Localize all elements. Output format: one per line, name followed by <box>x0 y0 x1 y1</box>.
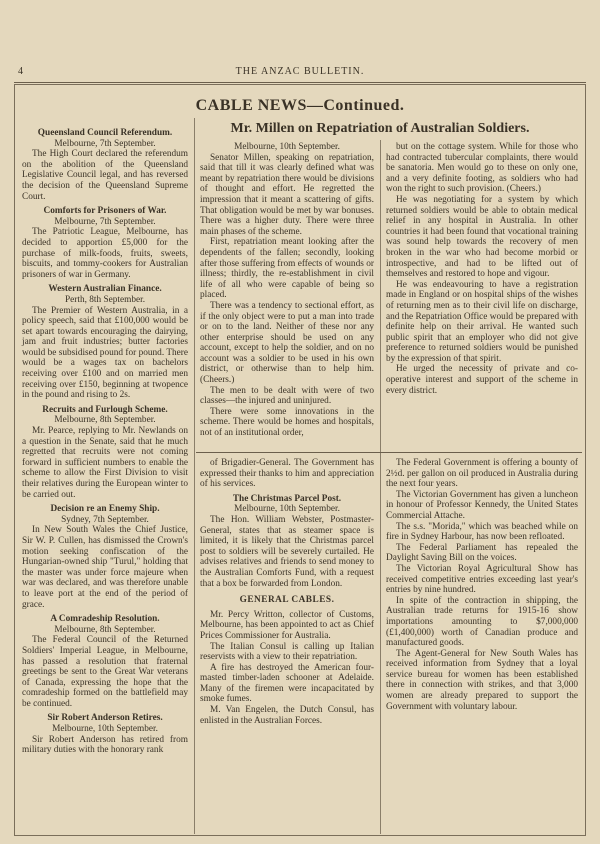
dateline: Melbourne, 8th September. <box>54 624 156 635</box>
dateline: Perth, 8th September. <box>64 294 146 305</box>
column-1 <box>22 124 188 756</box>
column-rule-2 <box>380 140 381 834</box>
paragraph: The Hon. William Webster, Postmaster-General, states that as steamer space is limited, it is likely that the Christmas parcel post to soldiers will be severely curtailed. He advises relatives and friends to send money to the Australian Comforts Fund, with a request that a box be forwarded from London. <box>200 514 374 589</box>
paragraph: There was a tendency to sectional effort, as if the only object were to put a man into trade or on to the land. Neither of these nor any other enterprise should be used on any account, except to help the soldier, and on no account was a soldier to be used in his own district, or otherwise than to help him. (Cheers.) <box>200 300 374 386</box>
column-rule-1 <box>194 118 195 834</box>
article-heading: The Christmas Parcel Post. <box>232 493 342 504</box>
page-number: 4 <box>18 66 23 77</box>
paragraph: The High Court declared the referendum on the abolition of the Queensland Legislative Council legal, and has reversed the decision of the Queensland Supreme Court. <box>22 149 188 202</box>
column-2-top <box>200 142 374 439</box>
paragraph: The s.s. "Morida," which was beached while on fire in Sydney Harbour, has now been refloated. <box>386 521 578 543</box>
paragraph: The Victorian Government has given a luncheon in honour of Professor Kennedy, the United States Commercial Attache. <box>386 489 578 521</box>
paragraph: The Agent-General for New South Wales has received information from Sydney that a loyal service bureau for women has been established there in connection with strikes, and that 3,000 women are already prepared to support the Government with voluntary labour. <box>386 648 578 712</box>
dateline: Sydney, 7th September. <box>61 514 149 525</box>
paragraph: He was negotiating for a system by which returned soldiers would be able to obtain medical relief in any hospital in Australia. In other countries it had been found that vocational training was sound help towards the recovery of men broken in the war who had become morbid or introspective, and had to be lifted out of themselves and restored to hope and vigour. <box>386 194 578 280</box>
paragraph: The Patriotic League, Melbourne, has decided to apportion £5,000 for the purchase of milk-foods, fruits, sweets, biscuits, and tommy-cookers for Australian prisoners of war in Germany. <box>22 227 188 280</box>
column-2-bottom <box>200 458 374 726</box>
paragraph: but on the cottage system. While for those who had contracted tubercular complaints, there would be sanatoria. Men would go to these on only one, and a very definite footing, as soldiers who had won the right to such provision. (Cheers.) <box>386 142 578 195</box>
paragraph: The men to be dealt with were of two classes—the injured and uninjured. <box>200 385 374 407</box>
paragraph: Mr. Pearce, replying to Mr. Newlands on a question in the Senate, said that he much regretted that recruits were not coming forward in sufficient numbers to enable the scheme to allow the First Division to visit their relatives during the European winter to be carried out. <box>22 426 188 500</box>
dateline: Melbourne, 7th September. <box>54 138 156 149</box>
column-3-bottom <box>386 458 578 712</box>
mid-rule <box>196 452 582 453</box>
paragraph: The Premier of Western Australia, in a policy speech, said that £100,000 would be set apart towards encouraging the dairying, jam and fruit industries; butter factories would be subsidised pound for pound. There would be a wages tax on bachelors receiving over £100 and on married men receiving over £150, beginning at twopence in the pound and rising to 2s. <box>22 305 188 401</box>
paragraph: of Brigadier-General. The Government has expressed their thanks to him and appreciation of his services. <box>200 458 374 490</box>
dateline: Melbourne, 10th September. <box>52 724 158 735</box>
article-heading: Decision re an Enemy Ship. <box>50 504 160 515</box>
paragraph: In spite of the contraction in shipping, the Australian trade returns for 1915-16 show importations amounting to $7,000,000 (£1,400,000) worth of Canadian produce and manufactured goods. <box>386 595 578 649</box>
article-heading: Western Australian Finance. <box>48 284 162 295</box>
article-heading: Sir Robert Anderson Retires. <box>47 713 163 724</box>
page-header <box>14 64 586 80</box>
article-heading: Queensland Council Referendum. <box>37 128 173 138</box>
dateline: Melbourne, 7th September. <box>54 216 156 227</box>
paragraph: The Federal Parliament has repealed the Daylight Saving Bill on the voices. <box>386 542 578 564</box>
paragraph: Sir Robert Anderson has retired from military duties with the honorary rank <box>22 734 188 756</box>
publication-title: THE ANZAC BULLETIN. <box>235 66 365 77</box>
article-heading: Recruits and Furlough Scheme. <box>42 404 168 415</box>
paragraph: The Italian Consul is calling up Italian reservists with a view to their repatriation. <box>200 641 374 663</box>
article-heading: A Comradeship Resolution. <box>50 614 160 625</box>
section-title: CABLE NEWS—Continued. <box>195 97 405 114</box>
paragraph: The Federal Council of the Returned Soldiers' Imperial League, in Melbourne, has passed a resolution that fraternal greetings be sent to the Great War veterans of Canada, expressing the hope that the comradeship formed on the battlefield may be continued. <box>22 635 188 709</box>
lead-headline: Mr. Millen on Repatriation of Australian Soldiers. <box>230 121 530 136</box>
paragraph: The Victorian Royal Agricultural Show has received competitive entries exceeding last year's entries by nine hundred. <box>386 563 578 596</box>
paragraph: In New South Wales the Chief Justice, Sir W. P. Cullen, has dismissed the Crown's motion seeking confiscation of the Hungarian-owned ship "Turul," holding that the master was under force majeure when war was declared, and was therefore unable to leave port at the end of the period of grace. <box>22 525 188 610</box>
paragraph: He urged the necessity of private and co-operative interest and support of the scheme in every district. <box>386 364 578 396</box>
dateline: Melbourne, 8th September. <box>54 415 156 426</box>
header-rule <box>14 82 586 83</box>
paragraph: M. Van Engelen, the Dutch Consul, has enlisted in the Australian Forces. <box>200 705 374 726</box>
paragraph: There were some innovations in the scheme. There would be homes and hospitals, not of an institutional order, <box>200 406 374 439</box>
paragraph: Mr. Percy Writton, collector of Customs, Melbourne, has been appointed to act as Chief Prices Commissioner for Australia. <box>200 609 374 641</box>
paragraph: The Federal Government is offering a bounty of 2½d. per gallon on oil produced in Australia during the next four years. <box>386 458 578 490</box>
paragraph: First, repatriation meant looking after the dependents of the fallen; secondly, looking after those suffering from effects of wounds or illness; thirdly, the re-establishment in civil life of all who were capable of being so placed. <box>200 237 374 301</box>
dateline: Melbourne, 10th September. <box>234 142 340 152</box>
article-heading: GENERAL CABLES. <box>239 595 335 606</box>
column-3-top <box>386 142 578 396</box>
paragraph: He was endeavouring to have a registration made in England or on hospital ships of the wishes of returning men as to their civil life on discharge, and the Repatriation Office would be prepared with definite help on their arrival. He wanted such public spirit that an employer who did not give preference to returned soldiers would be punished by the expression of that spirit. <box>386 279 578 364</box>
paragraph: Senator Millen, speaking on repatriation, said that till it was clearly defined what was meant by repatriation there would be divisions of thought and effort. He regretted the impression that it meant a scattering of gifts. That obligation would be met by war bonuses. There was a higher duty. There were three main phases of the scheme. <box>200 152 374 237</box>
article-heading: Comforts for Prisoners of War. <box>43 206 167 217</box>
paragraph: A fire has destroyed the American four-masted timber-laden schooner at Adelaide. Many of the firemen were incapacitated by smoke fumes. <box>200 662 374 705</box>
dateline: Melbourne, 10th September. <box>234 504 340 515</box>
